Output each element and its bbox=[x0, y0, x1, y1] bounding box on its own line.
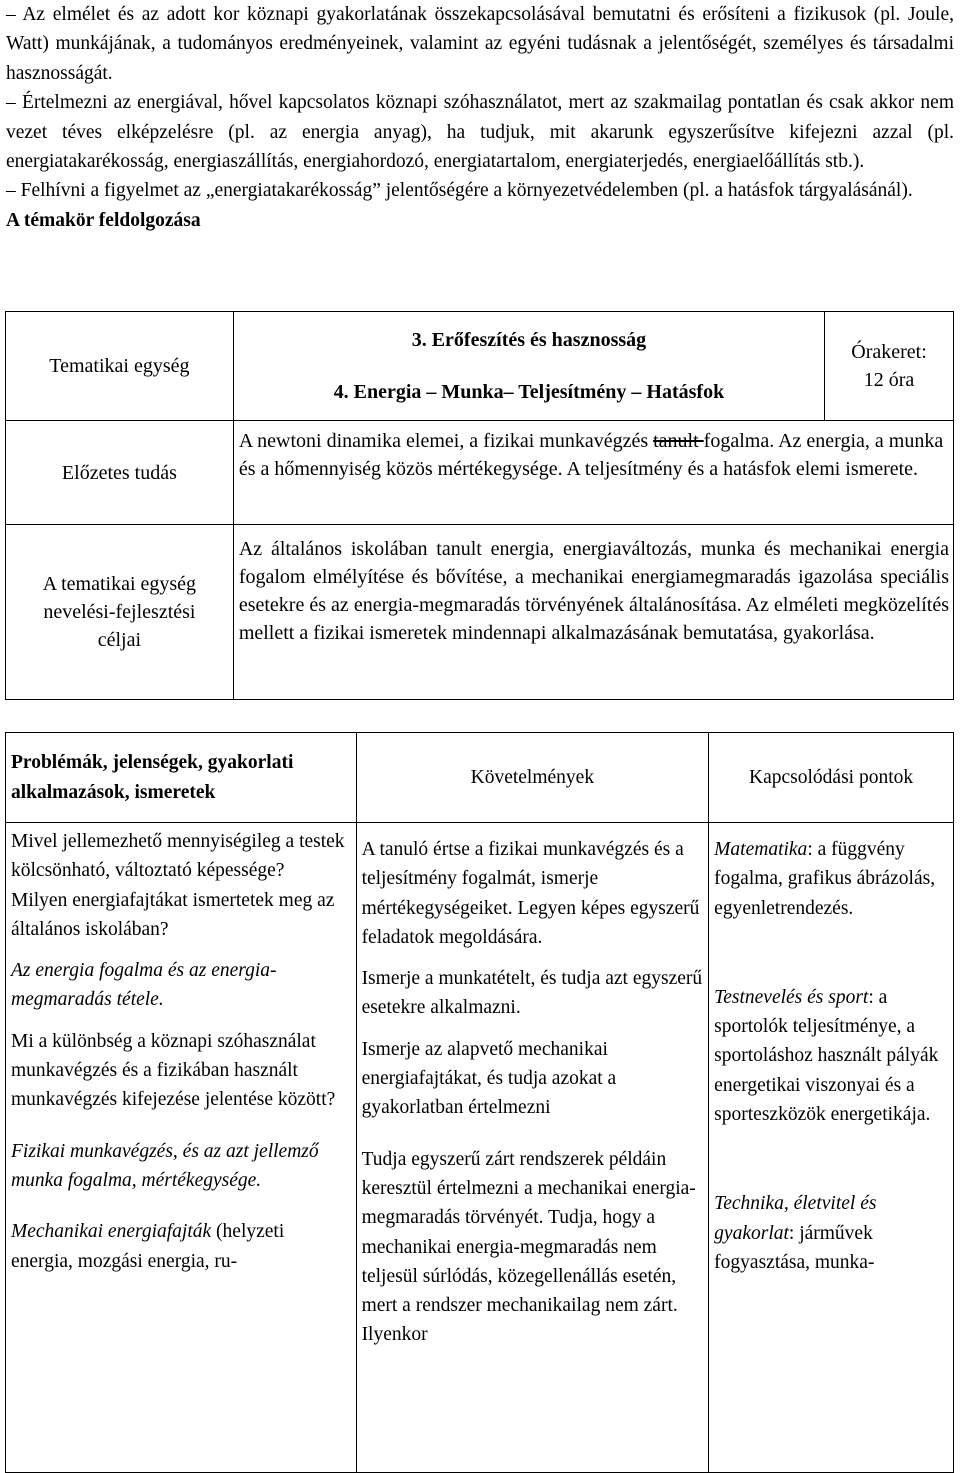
col-header-connections: Kapcsolódási pontok bbox=[709, 733, 954, 823]
goals-label: A tematikai egység nevelési-fejlesztési céljai bbox=[6, 525, 234, 700]
unit-title-1: 3. Erőfeszítés és hasznosság bbox=[411, 329, 647, 351]
intro-paragraph-2: – Értelmezni az energiával, hővel kapcsolatos köznapi szóhasználatot, mert az szakmailag pontatlan és csak akkor nem vezet téves elképzelésre (pl. az energia anyag), ha tudjuk, mit akarunk egyszerűsítve kifejezni azzal (pl. energiatakarékosság, energiaszállítás, energiahordozó, energiatartalom, energiaterjedés, energiaelőállítás stb.). bbox=[6, 92, 954, 173]
connection-math: Matematika: a függvény fogalma, grafikus ábrázolás, egyenletrendezés. bbox=[714, 839, 936, 919]
prior-label: Előzetes tudás bbox=[6, 421, 234, 525]
requirements-cell bbox=[356, 823, 709, 1473]
connection-sport: Testnevelés és sport: a sportolók teljesítménye, a sportoláshoz használt pályák energetikai viszonyai és a sporteszközök energetikája. bbox=[714, 986, 939, 1126]
topic-2: Fizikai munkavégzés, és az azt jellemző munka fogalma, mértékegysége. bbox=[11, 1140, 319, 1191]
hours-value: 12 óra bbox=[863, 369, 915, 391]
question-2: Milyen energiafajtákat ismertetek meg az általános iskolában? bbox=[11, 889, 335, 940]
goals-text: Az általános iskolában tanult energia, energiaváltozás, munka és mechanikai energia fogalom elmélyítése és bővítése, a mechanikai energiamegmaradás igazolása speciális esetekre és az energia-megmaradás törvényének általánosítása. Az elméleti megközelítés mellett a fizikai ismeretek mindennapi alkalmazásának bemutatása, gyakorlása. bbox=[233, 525, 953, 700]
question-3: Mi a különbség a köznapi szóhasználat munkavégzés és a fizikában használt munkavégzés kifejezése jelentése között? bbox=[11, 1030, 336, 1111]
prior-text: A newtoni dinamika elemei, a fizikai munkavégzés tanult fogalma. Az energia, a munka és a hőmennyiség közös mértékegysége. A teljesítmény és a hatásfok elemi ismerete. bbox=[233, 421, 953, 525]
requirement-1: A tanuló értse a fizikai munkavégzés és a teljesítmény fogalmát, ismerje mértékegységeiket. Legyen képes egyszerű feladatok megoldására. bbox=[361, 839, 700, 948]
col-header-problems: Problémák, jelenségek, gyakorlati alkalmazások, ismeretek bbox=[6, 733, 357, 823]
unit-table bbox=[5, 311, 954, 700]
col-header-requirements: Követelmények bbox=[356, 733, 709, 823]
intro-paragraph-3: – Felhívni a figyelmet az „energiatakarékosság” jelentőségére a környezetvédelemben (pl. a hatásfok tárgyalásánál). bbox=[6, 180, 913, 202]
hours-cell bbox=[825, 312, 954, 421]
section-heading: A témakör feldolgozása bbox=[6, 209, 201, 231]
hours-label: Órakeret: bbox=[851, 341, 927, 363]
requirement-3: Ismerje az alapvető mechanikai energiafajtákat, és tudja azokat a gyakorlatban értelmezni bbox=[361, 1038, 617, 1119]
intro-text bbox=[6, 0, 954, 235]
unit-title-2: 4. Energia – Munka– Teljesítmény – Hatásfok bbox=[333, 381, 725, 403]
topic-1: Az energia fogalma és az energia-megmaradás tétele. bbox=[11, 960, 277, 1011]
content-table bbox=[5, 732, 954, 1473]
requirement-2: Ismerje a munkatételt, és tudja azt egyszerű esetekre alkalmazni. bbox=[361, 968, 703, 1019]
unit-title bbox=[233, 312, 824, 421]
connections-cell bbox=[709, 823, 954, 1473]
problems-cell bbox=[6, 823, 357, 1473]
unit-label: Tematikai egység bbox=[6, 312, 234, 421]
struck-word: tanult bbox=[653, 430, 704, 452]
intro-paragraph-1: – Az elmélet és az adott kor köznapi gyakorlatának összekapcsolásával bemutatni és erősíteni a fizikusok (pl. Joule, Watt) munkájának, a tudományos eredményeinek, valamint az egyéni tudásnak a jelentőségét, személyes és társadalmi hasznosságát. bbox=[6, 4, 954, 84]
connection-tech: Technika, életvitel és gyakorlat: járművek fogyasztása, munka- bbox=[714, 1193, 877, 1273]
topic-3: Mechanikai energiafajták (helyzeti energia, mozgási energia, ru- bbox=[11, 1221, 285, 1272]
question-1: Mivel jellemezhető mennyiségileg a testek kölcsönható, változtató képessége? bbox=[11, 831, 345, 882]
requirement-4: Tudja egyszerű zárt rendszerek példáin keresztül értelmezni a mechanikai energia-megmaradás törvényét. Tudja, hogy a mechanikai energia-megmaradás nem teljesül súrlódás, közegellenállás esetén, mert a rendszer mechanikailag nem zárt. Ilyenkor bbox=[361, 1148, 696, 1346]
